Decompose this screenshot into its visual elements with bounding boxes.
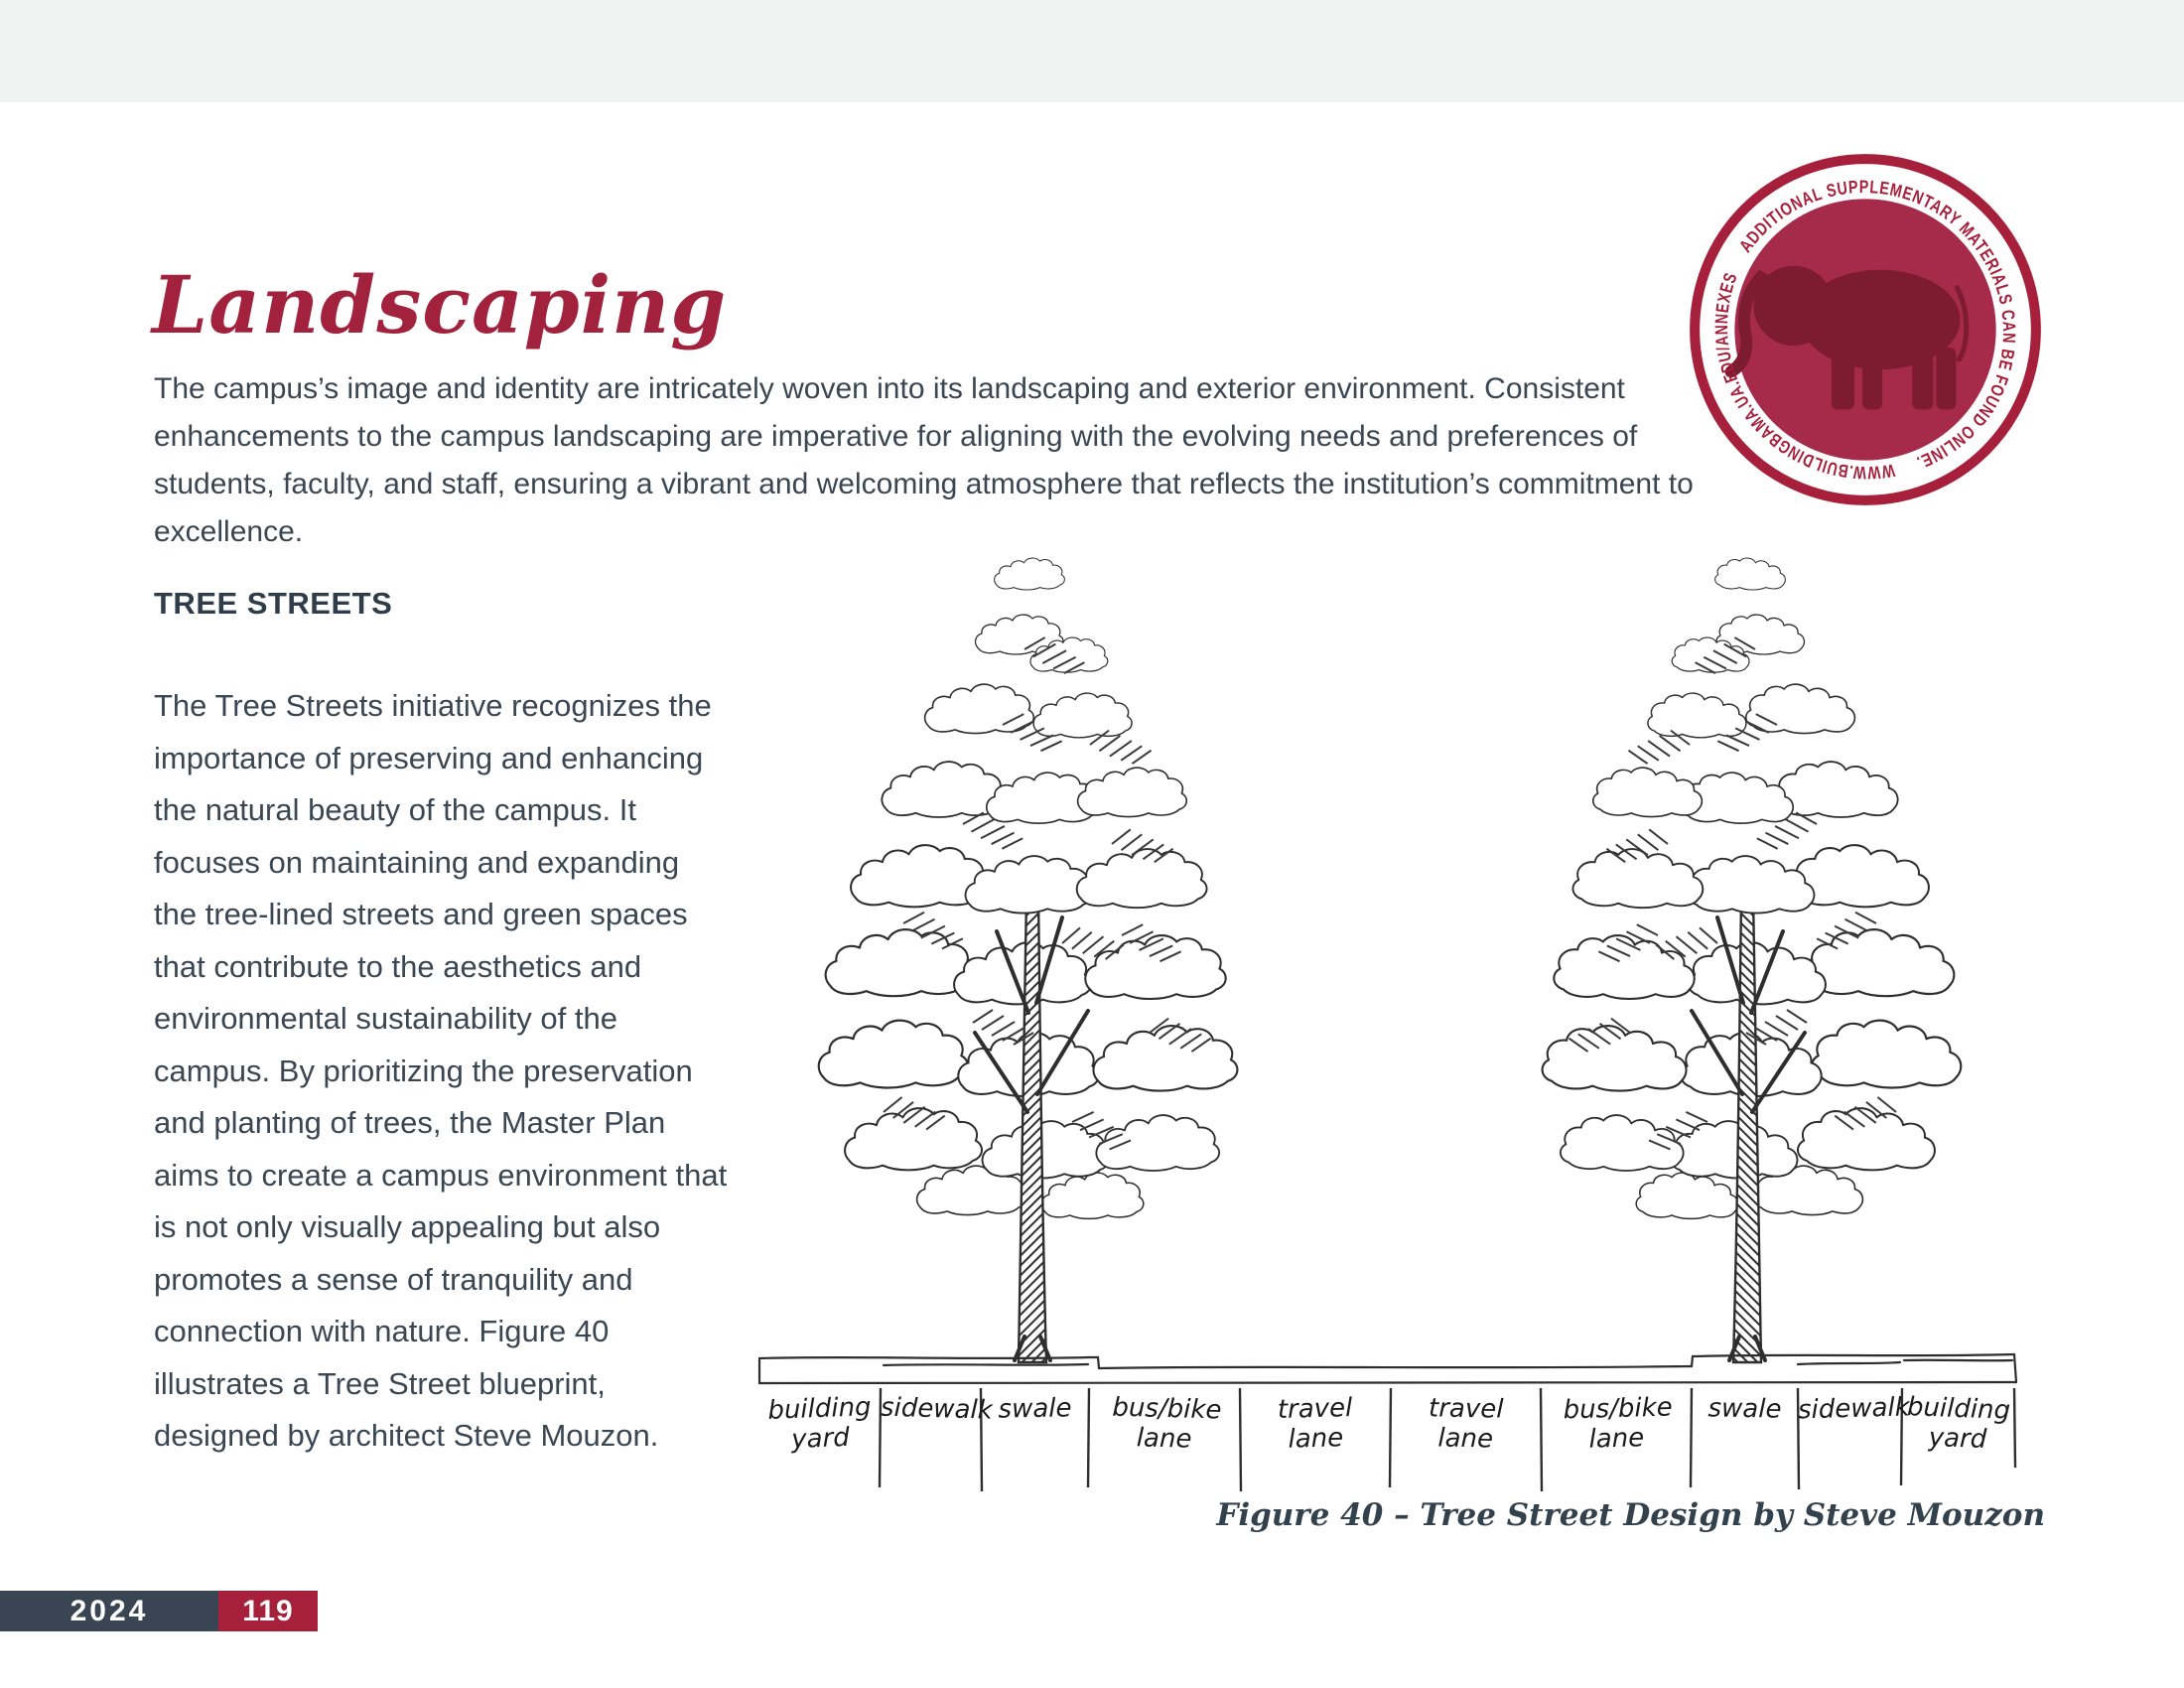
street-cross-section	[759, 1354, 2016, 1385]
street-section-label: swale	[998, 1393, 1072, 1425]
street-section-label: building yard	[1906, 1392, 2011, 1456]
tree-street-figure	[735, 536, 2085, 1529]
footer-year-label: 2024	[69, 1594, 149, 1627]
top-strip	[0, 0, 2184, 102]
street-section-label: travel lane	[1428, 1393, 1504, 1455]
seal-arc-text-top: ADDITIONAL SUPPLEMENTARY MATERIALS CAN BE FOUND ONLINE.	[1735, 176, 2020, 474]
tree-sketch-left	[819, 558, 1238, 1362]
footer-page-badge	[218, 1591, 318, 1631]
street-section-label: swale	[1707, 1393, 1782, 1425]
footer-page-number: 119	[242, 1594, 294, 1627]
tree-sketch-right	[1543, 558, 1962, 1362]
street-section-label: bus/bike lane	[1112, 1392, 1222, 1455]
tree-streets-paragraph: The Tree Streets initiative recognizes the importance of preserving and enhancing the natural beauty of the campus. It focuses on maintaining and expanding the tree-lined streets and green spaces that contribute to the aesthetics and environmental sustainability of the campus. By prioritizing the preservation and planting of trees, the Master Plan aims to create a campus environment that is not only visually appealing but also promotes a sense of tranquility and connection with nature. Figure 40 illustrates a Tree Street blueprint, designed by architect Steve Mouzon.	[154, 688, 728, 1453]
seal-arc-text-bottom: WWW.BUILDINGBAMA.UA.EDU/ANNEXES	[1710, 266, 1897, 484]
street-section-label: bus/bike lane	[1563, 1392, 1674, 1455]
footer-year	[0, 1591, 218, 1631]
intro-paragraph: The campus’s image and identity are intricately woven into its landscaping and exterior environment. Consistent enhancements to the campus landscaping are imperative for aligning with the evolving needs and preferences of students, faculty, and staff, ensuring a vibrant and welcoming atmosphere that reflects the institution’s commitment to excellence.	[154, 372, 1694, 548]
street-section-label: sidewalk	[1797, 1392, 1911, 1426]
section-heading: TREE STREETS	[154, 586, 393, 621]
page-title: Landscaping	[152, 257, 728, 352]
street-section-label: sidewalk	[880, 1392, 994, 1426]
street-section-label: building yard	[766, 1392, 873, 1456]
figure-caption: Figure 40 – Tree Street Design by Steve Mouzon	[1216, 1497, 2045, 1533]
street-section-label: travel lane	[1277, 1393, 1353, 1455]
supplementary-materials-seal	[1666, 130, 2065, 529]
